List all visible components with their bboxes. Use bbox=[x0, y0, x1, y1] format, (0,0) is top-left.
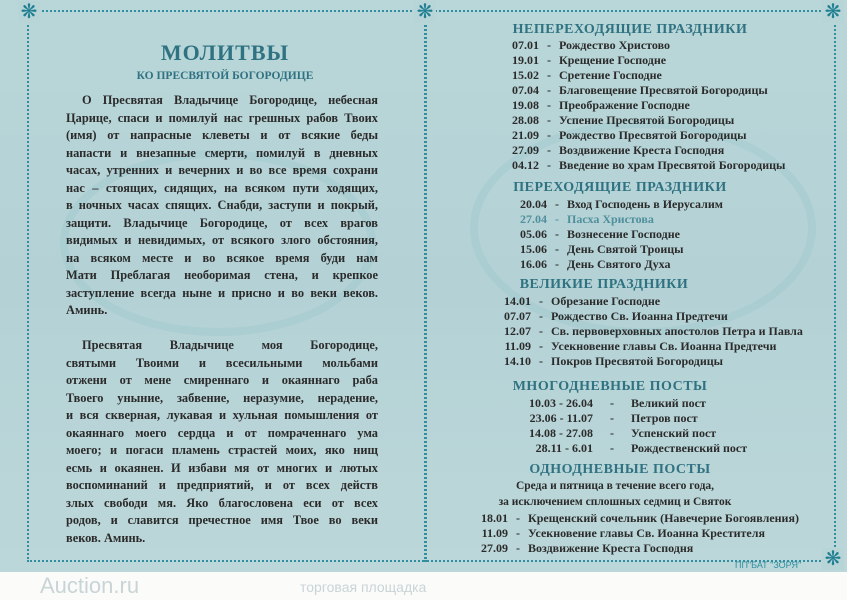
item-separator: - bbox=[547, 158, 551, 172]
prayer-line: родов, и славится пречестное имя Твое во веки bbox=[66, 513, 378, 527]
item-name: Благовещение Пресвятой Богородицы bbox=[559, 83, 768, 97]
item-separator: - bbox=[555, 242, 559, 256]
item-separator: - bbox=[610, 396, 614, 410]
prayer-line: напасти и внезапные смерти, помилуй в дневных bbox=[66, 145, 378, 160]
heading-great-feasts: ВЕЛИКИЕ ПРАЗДНИКИ bbox=[519, 277, 689, 292]
item-date: 20.04 bbox=[520, 197, 547, 211]
prayer-line: злых свободи мя. Яко благословена еси от всех bbox=[66, 495, 378, 510]
item-separator: - bbox=[555, 212, 559, 226]
item-date: 28.08 bbox=[512, 113, 539, 127]
item-name: Великий пост bbox=[631, 396, 706, 410]
item-name: День Святой Троицы bbox=[567, 242, 684, 256]
prayer-line: святыми Твоими и всесильными мольбами bbox=[66, 355, 378, 370]
corner-ornament-icon: ❋ bbox=[414, 1, 436, 23]
prayer-line: видимых и невидимых, от всякого злого обстояния, bbox=[66, 233, 378, 247]
list-item bbox=[505, 98, 785, 113]
movable-feasts-list bbox=[513, 197, 723, 272]
item-name: Воздвижение Креста Господня bbox=[528, 541, 694, 555]
item-name: Петров пост bbox=[631, 411, 698, 425]
prayer-line: О Пресвятая Владычице Богородице, небесная bbox=[82, 93, 378, 107]
great-feasts-list bbox=[497, 294, 803, 369]
item-separator: - bbox=[539, 324, 543, 338]
prayer-line: часах, утренних и вечерних и во все время сохрани bbox=[66, 163, 378, 177]
list-item bbox=[513, 212, 723, 227]
list-item bbox=[513, 257, 723, 272]
heading-multiday-fasts: МНОГОДНЕВНЫЕ ПОСТЫ bbox=[512, 379, 708, 394]
item-date: 07.04 bbox=[512, 83, 539, 97]
item-separator: - bbox=[539, 294, 543, 308]
item-name: Успенский пост bbox=[631, 426, 717, 440]
item-name: Рождество Христово bbox=[559, 38, 671, 52]
prayer-line: отжени от мене смиреннаго и окаяннаго раба bbox=[66, 373, 378, 387]
list-item bbox=[513, 242, 723, 257]
item-name: Пасха Христова bbox=[567, 212, 654, 226]
item-separator: - bbox=[547, 38, 551, 52]
item-date: 15.06 bbox=[520, 242, 547, 256]
list-item bbox=[511, 441, 747, 456]
oneday-note-2: за исключением сплошных седмиц и Святок bbox=[498, 496, 732, 508]
prayer-line: есмь и окаянен. И избави мя от многих и лютых bbox=[66, 460, 378, 475]
item-separator: - bbox=[539, 309, 543, 323]
prayer-line: Мати Преблагая необоримая стена, и крепкое bbox=[66, 268, 378, 282]
prayer-2 bbox=[66, 337, 378, 547]
list-item bbox=[513, 227, 723, 242]
item-date: 11.09 bbox=[481, 526, 508, 540]
list-item bbox=[511, 396, 747, 411]
item-date: 19.01 bbox=[512, 53, 539, 67]
item-date: 11.09 bbox=[504, 339, 531, 353]
item-name: Вознесение Господне bbox=[567, 227, 680, 241]
list-item bbox=[505, 83, 785, 98]
item-name: Обрезание Господне bbox=[551, 294, 661, 308]
item-separator: - bbox=[539, 339, 543, 353]
heading-oneday-fasts: ОДНОДНЕВНЫЕ ПОСТЫ bbox=[529, 462, 711, 477]
item-name: Усекновение главы Св. Иоанна Крестителя bbox=[528, 526, 765, 540]
item-date: 27.04 bbox=[520, 212, 547, 226]
list-item bbox=[497, 294, 803, 309]
list-item bbox=[474, 526, 799, 541]
prayer-line: Пресвятая Владычице моя Богородице, bbox=[82, 338, 378, 352]
printer-imprint: ПП"БАТ "ЗОРЯ" bbox=[735, 560, 802, 570]
prayer-line: моего; и погаси пламень страстей моих, яко нищ bbox=[66, 443, 378, 457]
item-date: 04.12 bbox=[512, 158, 539, 172]
item-name: Преображение Господне bbox=[559, 98, 690, 112]
item-date: 28.11 - 6.01 bbox=[535, 441, 593, 455]
list-item bbox=[474, 541, 799, 556]
list-item bbox=[505, 68, 785, 83]
item-separator: - bbox=[547, 128, 551, 142]
item-name: Крещенский сочельник (Навечерие Богоявления) bbox=[528, 511, 799, 525]
item-separator: - bbox=[516, 541, 520, 555]
prayer-line: воспоминаний и предприятий, и от всех действ bbox=[66, 478, 378, 492]
item-separator: - bbox=[547, 143, 551, 157]
item-date: 27.09 bbox=[512, 143, 539, 157]
corner-ornament-icon: ❋ bbox=[822, 548, 844, 570]
item-separator: - bbox=[555, 197, 559, 211]
page-subtitle: КО ПРЕСВЯТОЙ БОГОРОДИЦЕ bbox=[136, 70, 314, 82]
item-separator: - bbox=[555, 257, 559, 271]
prayer-line: Царице, спаси и помилуй нас грешных рабов Твоих bbox=[66, 110, 378, 125]
page-title: МОЛИТВЫ bbox=[160, 40, 290, 65]
watermark-sub: торговая площадка bbox=[300, 579, 427, 595]
item-name: Воздвижение Креста Господня bbox=[559, 143, 725, 157]
watermark: Auction.ru bbox=[40, 573, 140, 598]
item-date: 21.09 bbox=[512, 128, 539, 142]
item-name: Св. первоверховных апостолов Петра и Павла bbox=[551, 324, 803, 338]
list-item bbox=[513, 197, 723, 212]
item-separator: - bbox=[516, 526, 520, 540]
item-name: Рождество Пресвятой Богородицы bbox=[559, 128, 747, 142]
prayer-line: заступление всегда ныне и присно и во веки веков. bbox=[66, 285, 378, 300]
item-separator: - bbox=[516, 511, 520, 525]
list-item bbox=[497, 339, 803, 354]
item-date: 23.06 - 11.07 bbox=[529, 411, 593, 425]
list-item bbox=[497, 324, 803, 339]
item-separator: - bbox=[547, 53, 551, 67]
item-date: 16.06 bbox=[520, 257, 547, 271]
item-separator: - bbox=[547, 83, 551, 97]
item-date: 15.02 bbox=[512, 68, 539, 82]
list-item bbox=[505, 128, 785, 143]
item-name: День Святого Духа bbox=[567, 257, 671, 271]
item-date: 14.01 bbox=[504, 294, 531, 308]
prayer-line: Твоего уныние, забвение, неразумие, нерадение, bbox=[66, 390, 378, 405]
item-name: Успение Пресвятой Богородицы bbox=[559, 113, 735, 127]
item-date: 14.08 - 27.08 bbox=[529, 426, 593, 440]
prayer-line: нас – стоящих, сидящих, на всяком пути ходящих, bbox=[66, 180, 378, 195]
item-name: Рождественский пост bbox=[631, 441, 748, 455]
prayer-line: веков. Аминь. bbox=[66, 530, 146, 545]
list-item bbox=[497, 354, 803, 369]
item-separator: - bbox=[547, 113, 551, 127]
list-item bbox=[474, 511, 799, 526]
item-name: Покров Пресвятой Богородицы bbox=[551, 354, 724, 368]
prayer-line: и вся скверная, лукавая и хульная помышления от bbox=[66, 408, 378, 422]
multiday-fasts-list bbox=[511, 396, 747, 456]
prayer-line: на всяком месте и во всякое время буди нам bbox=[66, 250, 378, 265]
item-date: 07.01 bbox=[512, 38, 539, 52]
prayer-line: (имя) от напрасные клеветы и от всякие беды bbox=[66, 128, 378, 142]
item-name: Вход Господень в Иерусалим bbox=[567, 197, 723, 211]
list-item bbox=[505, 53, 785, 68]
heading-movable-feasts: ПЕРЕХОДЯЩИЕ ПРАЗДНИКИ bbox=[513, 180, 727, 195]
item-date: 19.08 bbox=[512, 98, 539, 112]
corner-ornament-icon: ❋ bbox=[18, 1, 40, 23]
item-separator: - bbox=[610, 426, 614, 440]
item-separator: - bbox=[547, 68, 551, 82]
list-item bbox=[497, 309, 803, 324]
prayer-line: в ночных часах спящих. Снабди, заступи и покрый, bbox=[66, 198, 378, 212]
oneday-note-1: Среда и пятница в течение всего года, bbox=[515, 480, 715, 492]
item-name: Усекновение главы Св. Иоанна Предтечи bbox=[551, 339, 777, 353]
item-name: Введение во храм Пресвятой Богородицы bbox=[559, 158, 786, 172]
list-item bbox=[505, 143, 785, 158]
item-date: 18.01 bbox=[481, 511, 508, 525]
fixed-feasts-list bbox=[505, 38, 785, 173]
item-date: 27.09 bbox=[481, 541, 508, 555]
prayer-line: Аминь. bbox=[66, 303, 108, 317]
list-item bbox=[505, 158, 785, 173]
list-item bbox=[505, 38, 785, 53]
item-date: 12.07 bbox=[504, 324, 531, 338]
item-separator: - bbox=[547, 98, 551, 112]
item-date: 05.06 bbox=[520, 227, 547, 241]
prayer-line: окаяннаго моего сердца и от помраченнаго ума bbox=[66, 425, 378, 440]
list-item bbox=[505, 113, 785, 128]
item-separator: - bbox=[610, 441, 614, 455]
list-item bbox=[511, 411, 747, 426]
oneday-fasts-list bbox=[474, 511, 799, 556]
item-separator: - bbox=[539, 354, 543, 368]
item-separator: - bbox=[610, 411, 614, 425]
item-date: 10.03 - 26.04 bbox=[529, 396, 593, 410]
prayer-line: защити. Владычице Богородице, от всех врагов bbox=[66, 215, 378, 230]
heading-fixed-feasts: НЕПЕРЕХОДЯЩИЕ ПРАЗДНИКИ bbox=[512, 22, 748, 37]
item-separator: - bbox=[555, 227, 559, 241]
item-name: Крещение Господне bbox=[559, 53, 667, 67]
prayer-1 bbox=[66, 92, 378, 320]
item-date: 07.07 bbox=[504, 309, 531, 323]
item-name: Рождество Св. Иоанна Предтечи bbox=[551, 309, 728, 323]
item-date: 14.10 bbox=[504, 354, 531, 368]
item-name: Сретение Господне bbox=[559, 68, 662, 82]
list-item bbox=[511, 426, 747, 441]
corner-ornament-icon: ❋ bbox=[822, 1, 844, 23]
